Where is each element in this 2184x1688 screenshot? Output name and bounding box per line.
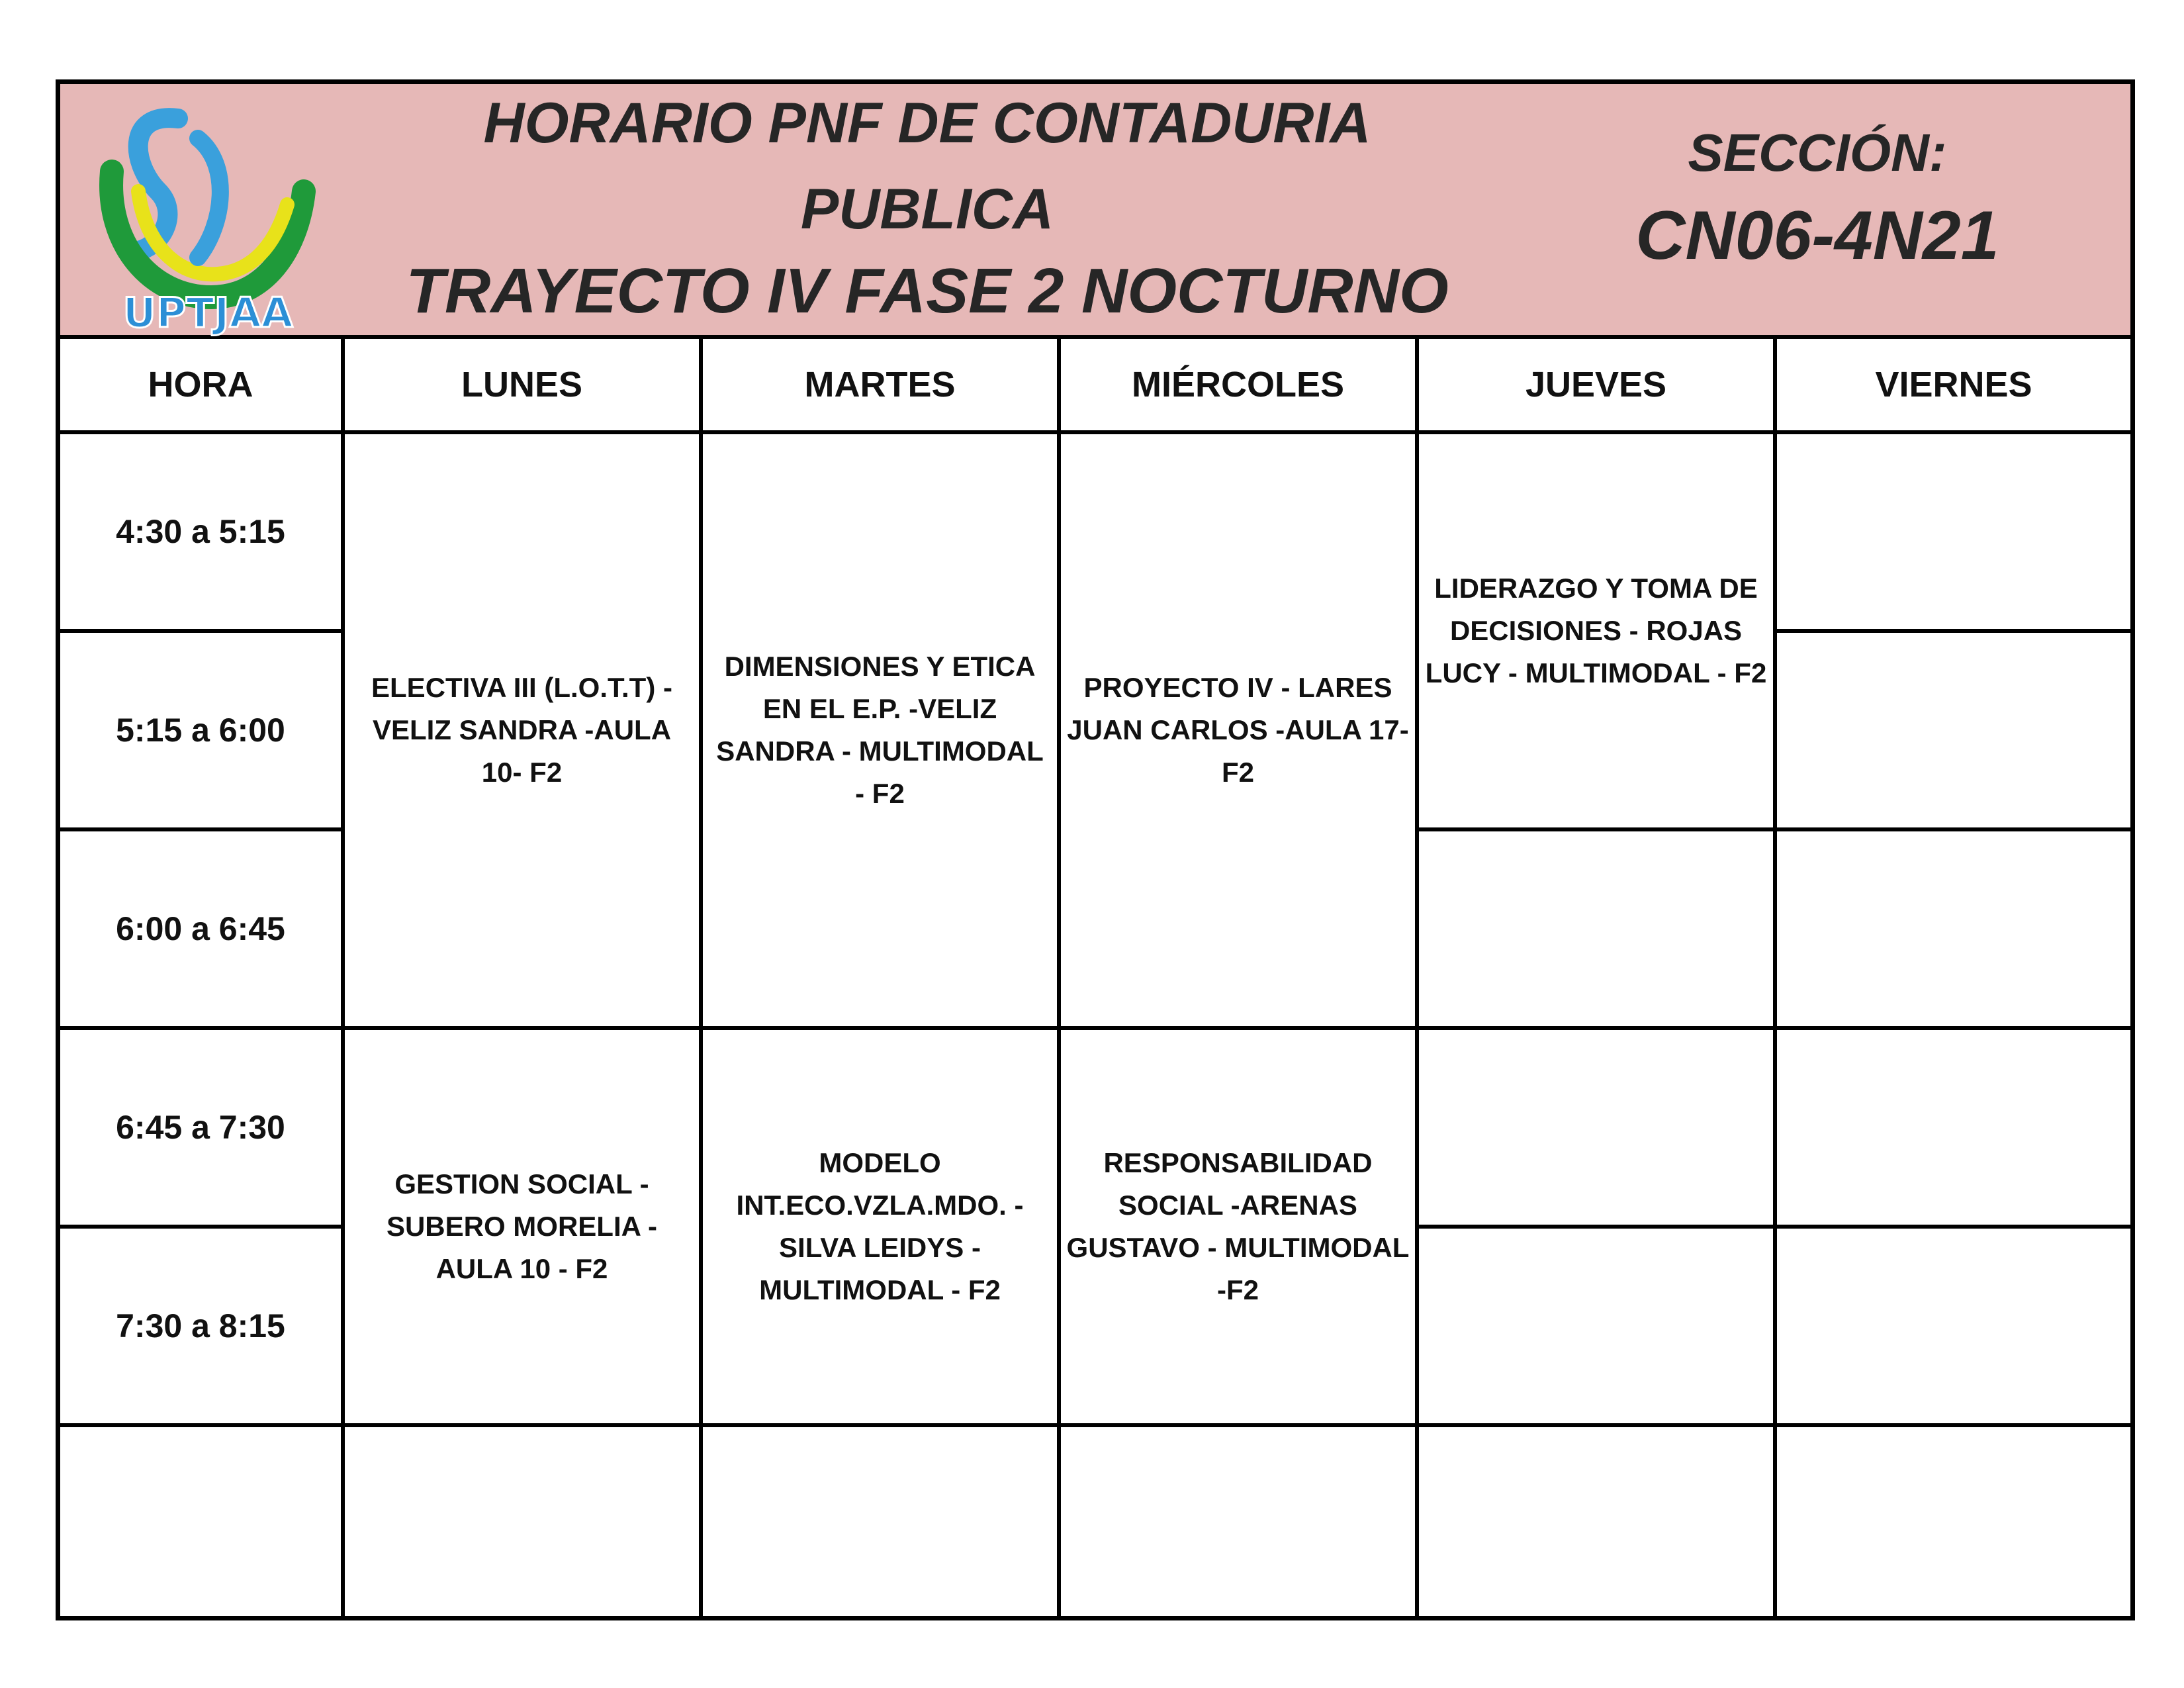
table-row <box>60 1425 2130 1616</box>
class-cell-miercoles: PROYECTO IV - LARES JUAN CARLOS -AULA 17- F2 <box>1059 432 1417 1028</box>
section-code: CN06-4N21 <box>1635 197 1999 274</box>
empty-cell <box>1059 1425 1417 1616</box>
empty-cell <box>1417 1028 1775 1227</box>
class-cell-martes: MODELO INT.ECO.VZLA.MDO. - SILVA LEIDYS - MULTIMODAL - F2 <box>701 1028 1059 1425</box>
col-header-miercoles: MIÉRCOLES <box>1059 339 1417 432</box>
title-line-2: PUBLICA <box>800 177 1054 241</box>
col-header-hora: HORA <box>60 339 343 432</box>
empty-cell <box>1775 1425 2130 1616</box>
class-cell-lunes: ELECTIVA III (L.O.T.T) - VELIZ SANDRA -AULA 10- F2 <box>343 432 701 1028</box>
hour-cell: 6:00 a 6:45 <box>60 829 343 1028</box>
hour-cell: 5:15 a 6:00 <box>60 631 343 829</box>
table-row <box>60 432 2130 631</box>
empty-cell <box>1417 829 1775 1028</box>
empty-cell <box>1775 1028 2130 1227</box>
title-line-1: HORARIO PNF DE CONTADURIA <box>483 91 1371 155</box>
empty-cell <box>343 1425 701 1616</box>
title-line-3: TRAYECTO IV FASE 2 NOCTURNO <box>406 256 1449 326</box>
class-cell-miercoles: RESPONSABILIDAD SOCIAL -ARENAS GUSTAVO - MULTIMODAL -F2 <box>1059 1028 1417 1425</box>
schedule-table <box>60 339 2130 1616</box>
schedule-header <box>60 84 2130 339</box>
logo-wordmark: UPTJAA <box>122 289 293 337</box>
col-header-lunes: LUNES <box>343 339 701 432</box>
uptjaa-logo <box>99 92 317 337</box>
col-header-jueves: JUEVES <box>1417 339 1775 432</box>
empty-cell <box>1417 1227 1775 1425</box>
empty-cell <box>1775 1227 2130 1425</box>
class-cell-lunes: GESTION SOCIAL - SUBERO MORELIA - AULA 10 - F2 <box>343 1028 701 1425</box>
hour-cell <box>60 1425 343 1616</box>
hour-cell: 7:30 a 8:15 <box>60 1227 343 1425</box>
empty-cell <box>1775 631 2130 829</box>
col-header-martes: MARTES <box>701 339 1059 432</box>
hour-cell: 6:45 a 7:30 <box>60 1028 343 1227</box>
empty-cell <box>701 1425 1059 1616</box>
section-label: SECCIÓN: <box>1688 123 1947 182</box>
empty-cell <box>1417 1425 1775 1616</box>
empty-cell <box>1775 829 2130 1028</box>
header-row <box>60 339 2130 432</box>
class-cell-jueves: LIDERAZGO Y TOMA DE DECISIONES - ROJAS LUCY - MULTIMODAL - F2 <box>1417 432 1775 829</box>
col-header-viernes: VIERNES <box>1775 339 2130 432</box>
table-row <box>60 1028 2130 1227</box>
empty-cell <box>1775 432 2130 631</box>
schedule-sheet <box>56 79 2135 1620</box>
hour-cell: 4:30 a 5:15 <box>60 432 343 631</box>
class-cell-martes: DIMENSIONES Y ETICA EN EL E.P. -VELIZ SANDRA - MULTIMODAL - F2 <box>701 432 1059 1028</box>
